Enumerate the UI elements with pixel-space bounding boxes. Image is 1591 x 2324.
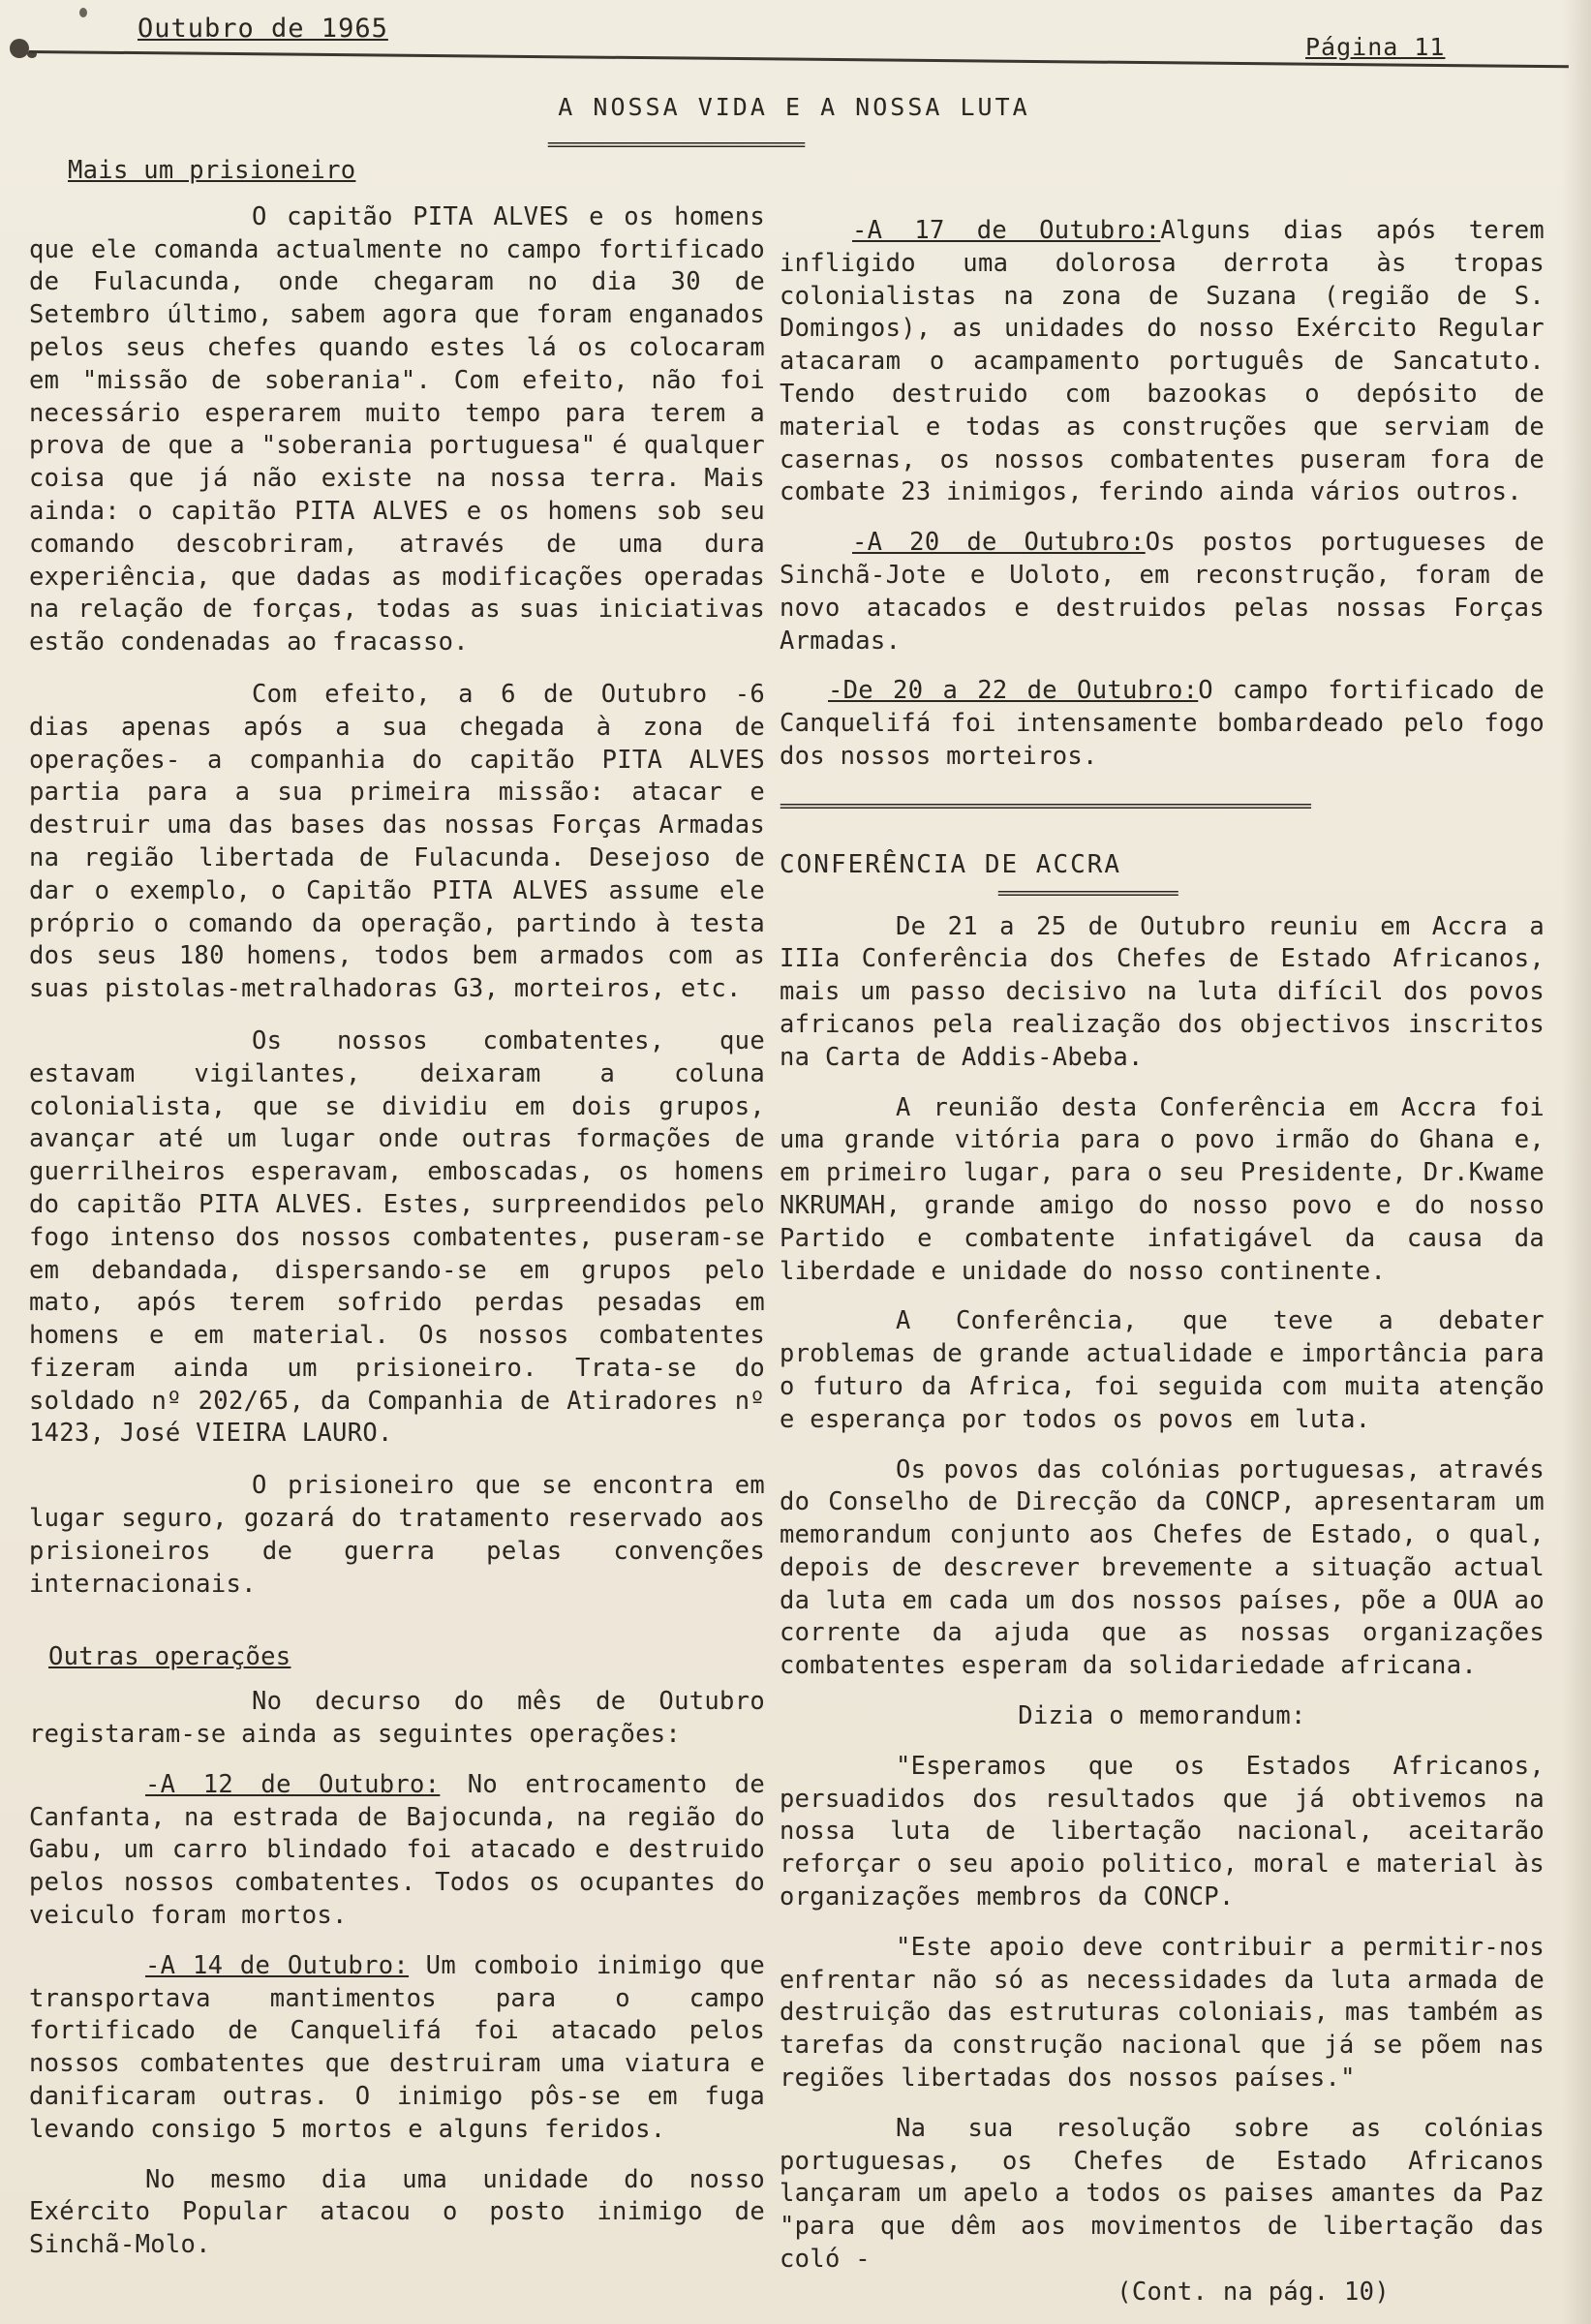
conference-title-underline: ===================== — [997, 883, 1178, 903]
operation-text: Os postos portugueses de Sinchã-Jote e Uoloto, em reconstrução, foram de novo atacados e destruidos pelas nossas Forças Armadas. — [780, 528, 1545, 656]
operation-text: No entrocamento de Canfanta, na estrada de Bajocunda, na região do Gabu, um carro blindado foi atacado e destruido pelos nossos combatentes. Todos os ocupantes do veiculo foram mortos. — [29, 1769, 765, 1931]
right-column — [780, 215, 1545, 2309]
quote-paragraph: "Este apoio deve contribuir a permitir-nos enfrentar não só as necessidades da luta armada de destruição das estruturas coloniais, mas também as tarefas da construção nacional que já se põem nas regiões libertadas dos nossos países." — [780, 1932, 1545, 2094]
operation-entry — [780, 527, 1545, 657]
operation-date: -A 14 de Outubro: — [145, 1950, 410, 1980]
paragraph: Na sua resolução sobre as colónias portuguesas, os Chefes de Estado Africanos lançaram um apelo a todos os paises amantes da Paz "para que dêm aos movimentos de libertação das coló - — [780, 2113, 1545, 2275]
paragraph: Os nossos combatentes, que estavam vigilantes, deixaram a coluna colonialista, que se dividiu em dois grupos, avançar até um lugar onde outras formações de guerrilheiros esperavam, emboscadas, os homens do capitão PITA ALVES. Estes, surpreendidos pelo fogo intenso dos nossos combatentes, puseram-se em debandada, dispersando-se em grupos pelo mato, após terem sofrido perdas pesadas em homens e em material. Os nossos combatentes fizeram ainda um prisioneiro. Trata-se do soldado nº 202/65, da Companhia de Atiradores nº 1423, José VIEIRA LAURO. — [29, 1025, 765, 1449]
page-edge-shadow — [1562, 0, 1591, 2324]
title-underline: ============================== — [547, 136, 805, 155]
paragraph: Dizia o memorandum: — [1018, 1701, 1306, 1731]
quote-paragraph: "Esperamos que os Estados Africanos, persuadidos dos resultados que já obtivemos na nossa luta de libertação nacional, aceitarão reforçar o seu apoio politico, moral e material às organizações membros da CONCP. — [780, 1751, 1545, 1912]
paragraph: Os povos das colónias portuguesas, através do Conselho de Direcção da CONCP, apresentaram um memorandum conjunto aos Chefes de Estado, o qual, depois de descrever brevemente a situação actual da luta em cada um dos nossos países, põe a OUA ao corrente da ajuda que as nossas organizações combatentes esperam da solidariedade africana. — [780, 1454, 1545, 1681]
ink-spot-icon — [79, 8, 87, 17]
paragraph: No decurso do mês de Outubro registaram-se ainda as seguintes operações: — [29, 1687, 765, 1750]
operation-date: -A 20 de Outubro: — [852, 528, 1146, 558]
header-page-number: Página 11 — [1305, 33, 1446, 61]
operation-entry — [780, 215, 1545, 509]
operation-text: Um comboio inimigo que transportava mantimentos para o campo fortificado de Canquelifá foi atacado pelos nossos combatentes que destruiram uma viatura e danificaram outras. O inimigo pôs-se em fuga levando consigo 5 mortos e alguns feridos. — [29, 1950, 765, 2144]
page-title: A NOSSA VIDA E A NOSSA LUTA — [558, 93, 1030, 121]
operation-text: O campo fortificado de Canquelifá foi intensamente bombardeado pelo fogo dos nossos morteiros. — [780, 676, 1545, 771]
section-separator: ============================================================== — [780, 796, 1310, 816]
punch-hole-icon — [10, 39, 29, 58]
operation-entry — [780, 675, 1545, 773]
operation-entry — [29, 1950, 765, 2147]
section-title-operations: Outras operações — [48, 1642, 291, 1672]
operation-date: -A 17 de Outubro: — [852, 216, 1161, 245]
paragraph: Com efeito, a 6 de Outubro -6 dias apenas após a sua chegada à zona de operações- a companhia do capitão PITA ALVES partia para a sua primeira missão: atacar e destruir uma das bases das nossas Forças Armadas na região libertada de Fulacunda. Desejoso de dar o exemplo, o Capitão PITA ALVES assume ele próprio o comando da operação, partindo à testa dos seus 180 homens, todos bem armados com as suas pistolas-metralhadoras G3, morteiros, etc. — [29, 679, 765, 1004]
header-date: Outubro de 1965 — [138, 14, 388, 44]
section-title-accra: CONFERÊNCIA DE ACCRA — [780, 849, 1122, 879]
operation-entry — [29, 1769, 765, 1933]
paragraph: O capitão PITA ALVES e os homens que ele comanda actualmente no campo fortificado de Fulacunda, onde chegaram no dia 30 de Setembro último, sabem agora que foram enganados pelos seus chefes quando estes lá os colocaram em "missão de soberania". Com efeito, não foi necessário esperarem muito tempo para terem a prova de que a "soberania portuguesa" é qualquer coisa que já não existe na nossa terra. Mais ainda: o capitão PITA ALVES e os homens sob seu comando descobriram, através de uma dura experiência, que dadas as modificações operadas na relação de forças, todas as suas iniciativas estão condenadas ao fracasso. — [29, 201, 765, 657]
paragraph: O prisioneiro que se encontra em lugar seguro, gozará do tratamento reservado aos prisioneiros de guerra pelas convenções internacionais. — [29, 1471, 765, 1599]
operation-text: Alguns dias após terem infligido uma dolorosa derrota às tropas colonialistas na zona de Suzana (região de S. Domingos), as unidades do nosso Exército Regular atacaram o acampamento português de Sancatuto. Tendo destruido com bazookas o depósito de material e todas as construções que serviam de casernas, os nossos combatentes puseram fora de combate 23 inimigos, ferindo ainda vários outros. — [780, 216, 1545, 507]
section-title-prisoner: Mais um prisioneiro — [68, 156, 356, 185]
paragraph: De 21 a 25 de Outubro reuniu em Accra a IIIa Conferência dos Chefes de Estado Africanos, mais um passo decisivo na luta difícil dos povos africanos pela realização dos objectivos inscritos na Carta de Addis-Abeba. — [780, 911, 1545, 1072]
operation-date: -De 20 a 22 de Outubro: — [828, 676, 1199, 706]
paragraph: No mesmo dia uma unidade do nosso Exército Popular atacou o posto inimigo de Sinchã-Molo. — [29, 2164, 765, 2260]
operation-date: -A 12 de Outubro: — [145, 1769, 441, 1799]
left-column — [29, 155, 765, 2262]
paragraph: A reunião desta Conferência em Accra foi uma grande vitória para o povo irmão do Ghana e, em primeiro lugar, para o seu Presidente, Dr.Kwame NKRUMAH, grande amigo do nosso povo e do nosso Partido e combatente infatigável da causa da liberdade e unidade do nosso continente. — [780, 1092, 1545, 1286]
paragraph: A Conferência, que teve a debater problemas de grande actualidade e importância para o futuro da Africa, foi seguida com muita atenção e esperança por todos os povos em luta. — [780, 1306, 1545, 1434]
continuation-note: (Cont. na pág. 10) — [1117, 2277, 1390, 2307]
